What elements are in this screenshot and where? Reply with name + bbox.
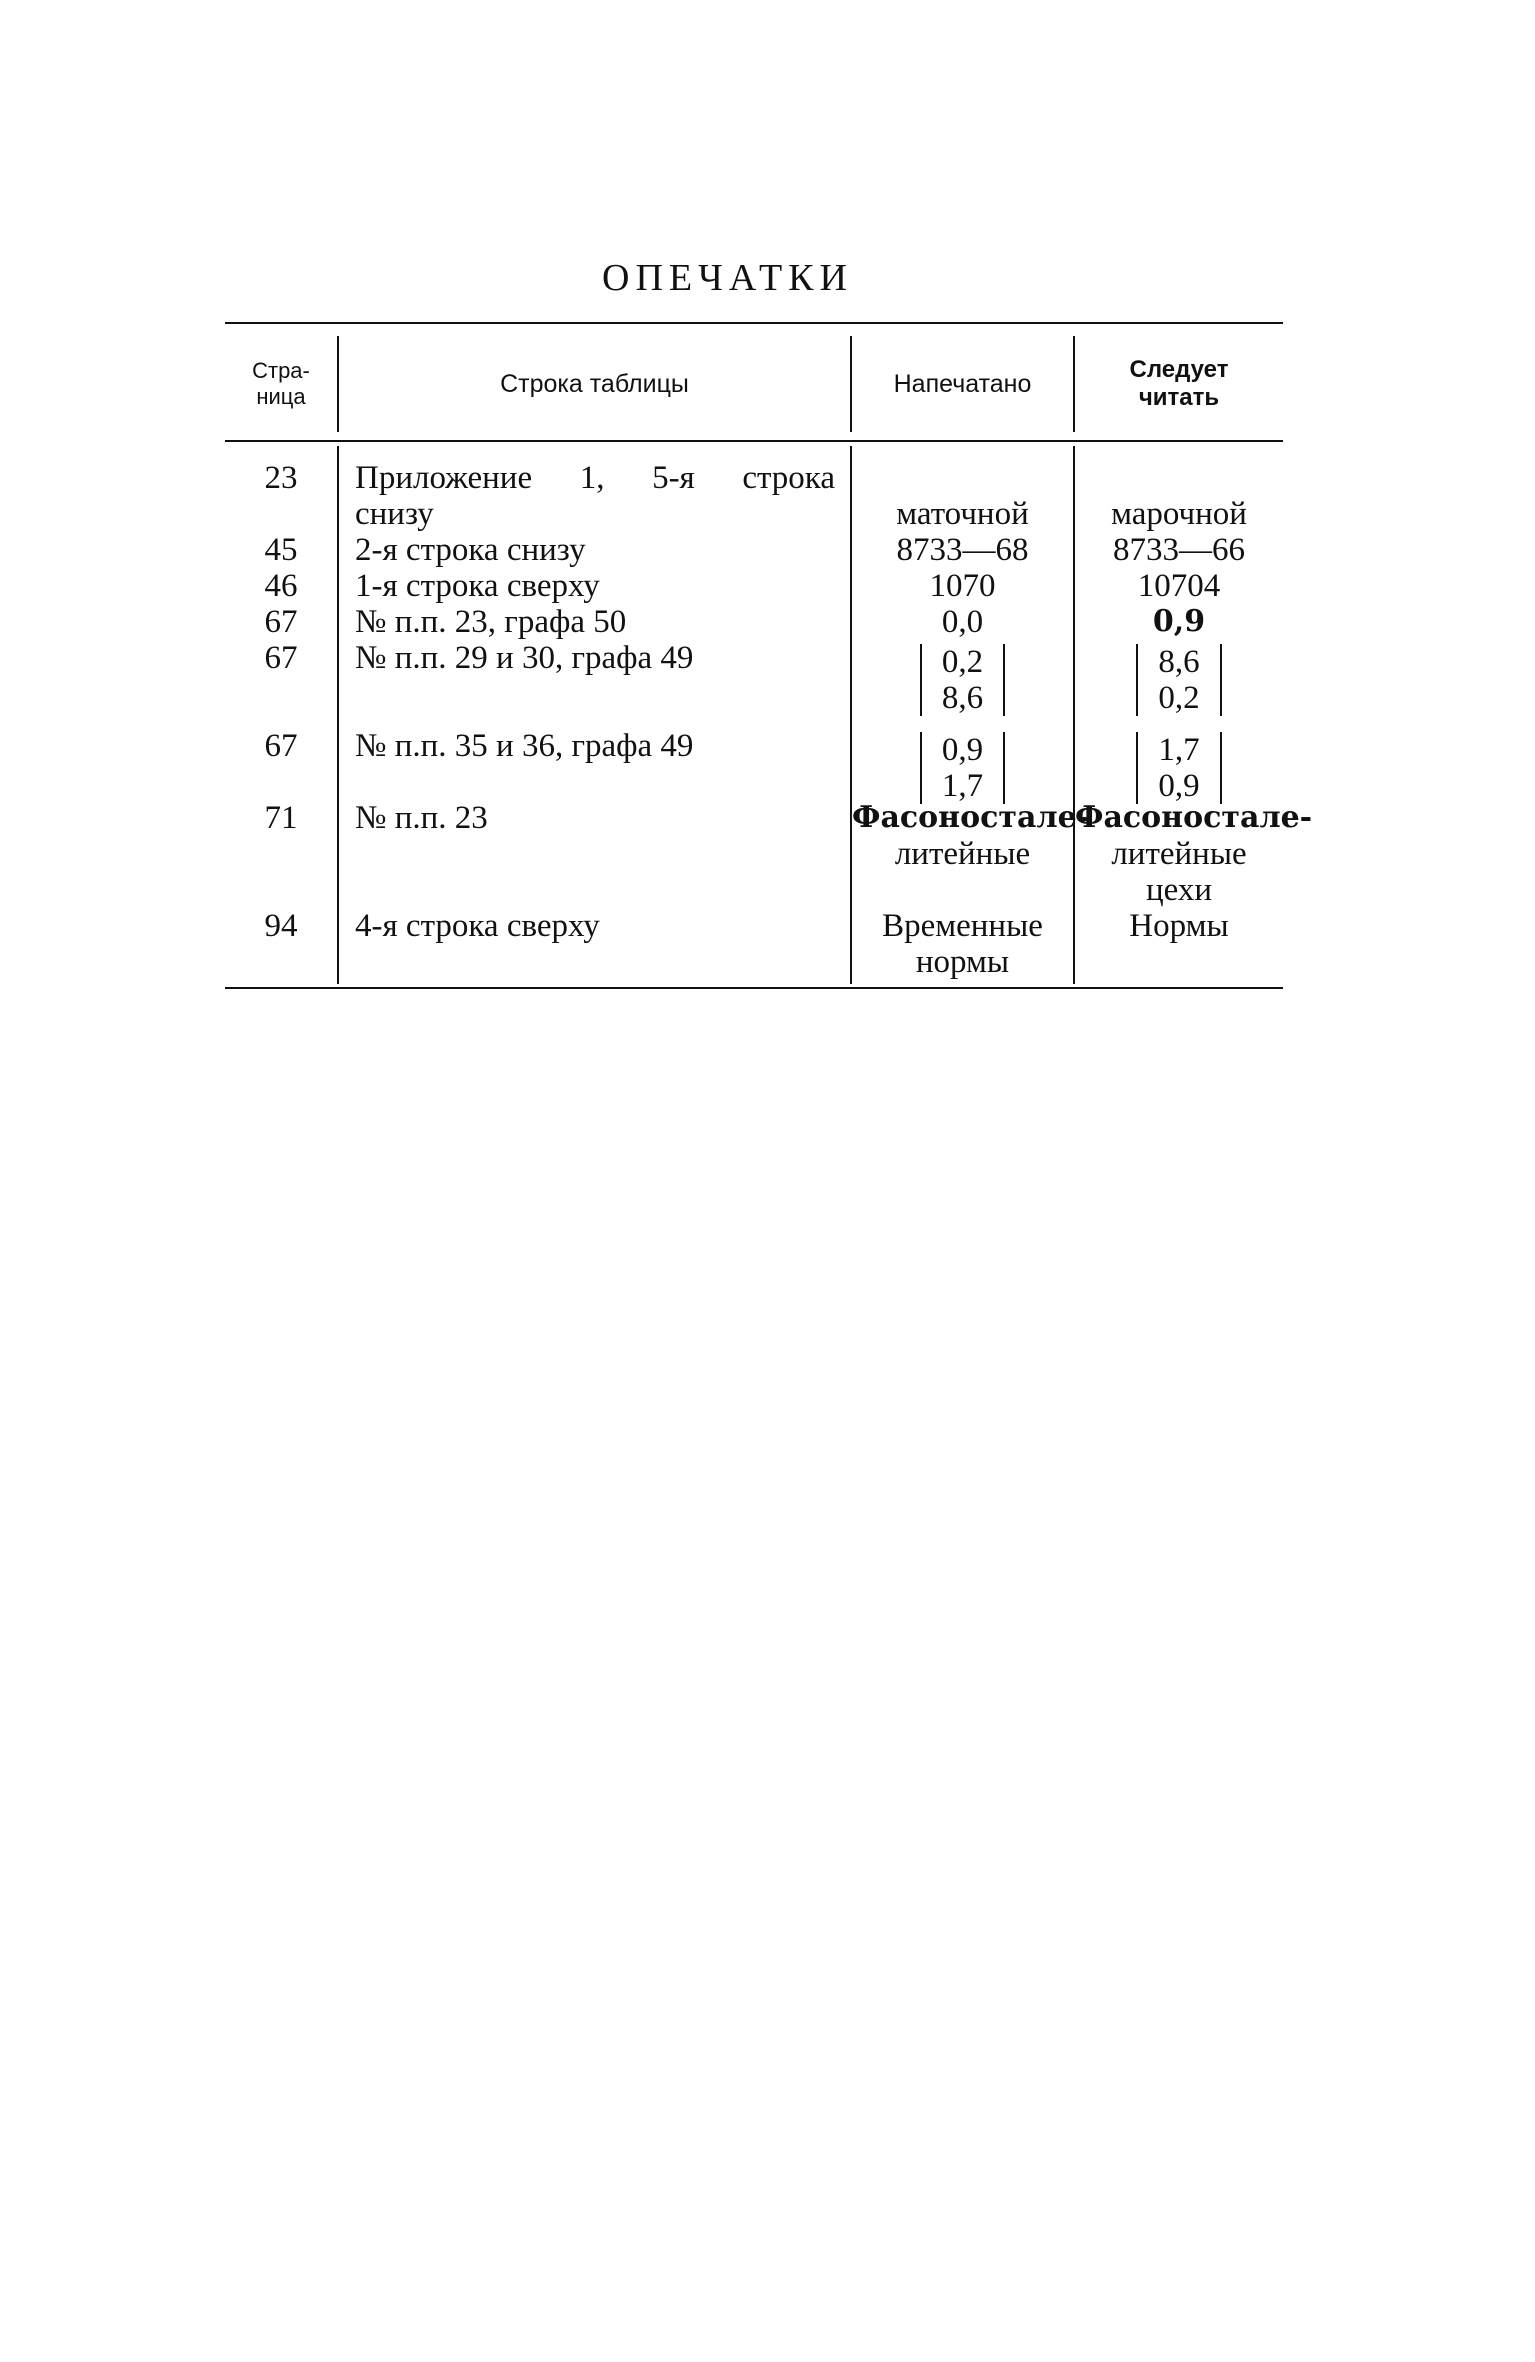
table-row-printed: маточной (896, 496, 1029, 532)
row-word: 5-я (652, 460, 695, 496)
row-word: строка (742, 460, 835, 496)
header-page-line: ница (256, 384, 306, 409)
value-line: 0,9 (941, 732, 984, 768)
value-line: нормы (915, 944, 1010, 980)
row-word: 1, (579, 460, 605, 496)
table-row-read (1075, 644, 1283, 716)
table-row-read: Нормы (1129, 908, 1229, 944)
header-page (225, 336, 337, 432)
table-row-page: 67 (264, 604, 298, 640)
value-line: литейные (1111, 836, 1247, 872)
header-printed: Напечатано (893, 369, 1032, 398)
header-rule (225, 440, 1283, 442)
header-read (1075, 336, 1283, 432)
errata-table (225, 322, 1313, 990)
table-row-page: 94 (264, 908, 298, 944)
value-line: 0,9 (1158, 768, 1200, 804)
value-line: 8,6 (941, 680, 984, 716)
table-row-location: № п.п. 35 и 36, графа 49 (355, 728, 694, 764)
value-line: Временные (882, 908, 1043, 944)
table-bottom-rule (225, 987, 1283, 989)
value-line: литейные (894, 836, 1031, 872)
header-read-line: читать (1138, 384, 1220, 411)
row-word: Приложение (355, 460, 533, 496)
table-row-location: 2-я строка снизу (355, 532, 586, 568)
table-row-location: 4-я строка сверху (355, 908, 600, 944)
table-row-location: № п.п. 23, графа 50 (355, 604, 627, 640)
table-row-printed (852, 732, 1073, 804)
value-line: 0,2 (1158, 680, 1200, 716)
table-row-page: 23 (264, 460, 298, 496)
row-word: снизу (355, 496, 434, 532)
table-row-location: 1-я строка сверху (355, 568, 600, 604)
table-row-page: 45 (264, 532, 298, 568)
page-title: ОПЕЧАТКИ (602, 257, 853, 299)
table-row-printed: 0,0 (941, 604, 984, 640)
table-row-printed: 1070 (929, 568, 996, 604)
value-line: 1,7 (941, 768, 984, 804)
table-row-location: № п.п. 23 (355, 800, 488, 836)
table-row-page: 67 (264, 640, 298, 676)
table-row-printed (852, 908, 1073, 980)
value-line: Фасоносталe- (1075, 800, 1313, 835)
table-row-page: 46 (264, 568, 298, 604)
table-row-location (355, 460, 835, 532)
table-row-location: № п.п. 29 и 30, графа 49 (355, 640, 694, 676)
header-read-line: Следует (1129, 356, 1229, 383)
table-row-read: 10704 (1137, 568, 1221, 604)
table-row-read: 0,9 (1152, 604, 1206, 639)
header-row: Строка таблицы (500, 369, 689, 398)
column-divider (337, 446, 339, 984)
table-row-printed (852, 800, 1090, 872)
table-row-read (1075, 800, 1313, 908)
table-row-read: 8733—66 (1113, 532, 1245, 568)
table-row-read: марочной (1111, 496, 1247, 532)
value-line: цехи (1145, 872, 1213, 908)
value-line: 1,7 (1158, 732, 1200, 768)
value-line: Фасоносталe- (852, 800, 1090, 835)
table-row-page: 71 (264, 800, 298, 836)
value-line: 0,2 (941, 644, 984, 680)
table-row-printed: 8733—68 (896, 532, 1029, 568)
value-line: 8,6 (1158, 644, 1200, 680)
table-top-rule (225, 322, 1283, 324)
table-row-read (1075, 732, 1283, 804)
header-page-line: Стра- (252, 358, 310, 383)
table-row-page: 67 (264, 728, 298, 764)
table-row-printed (852, 644, 1073, 716)
